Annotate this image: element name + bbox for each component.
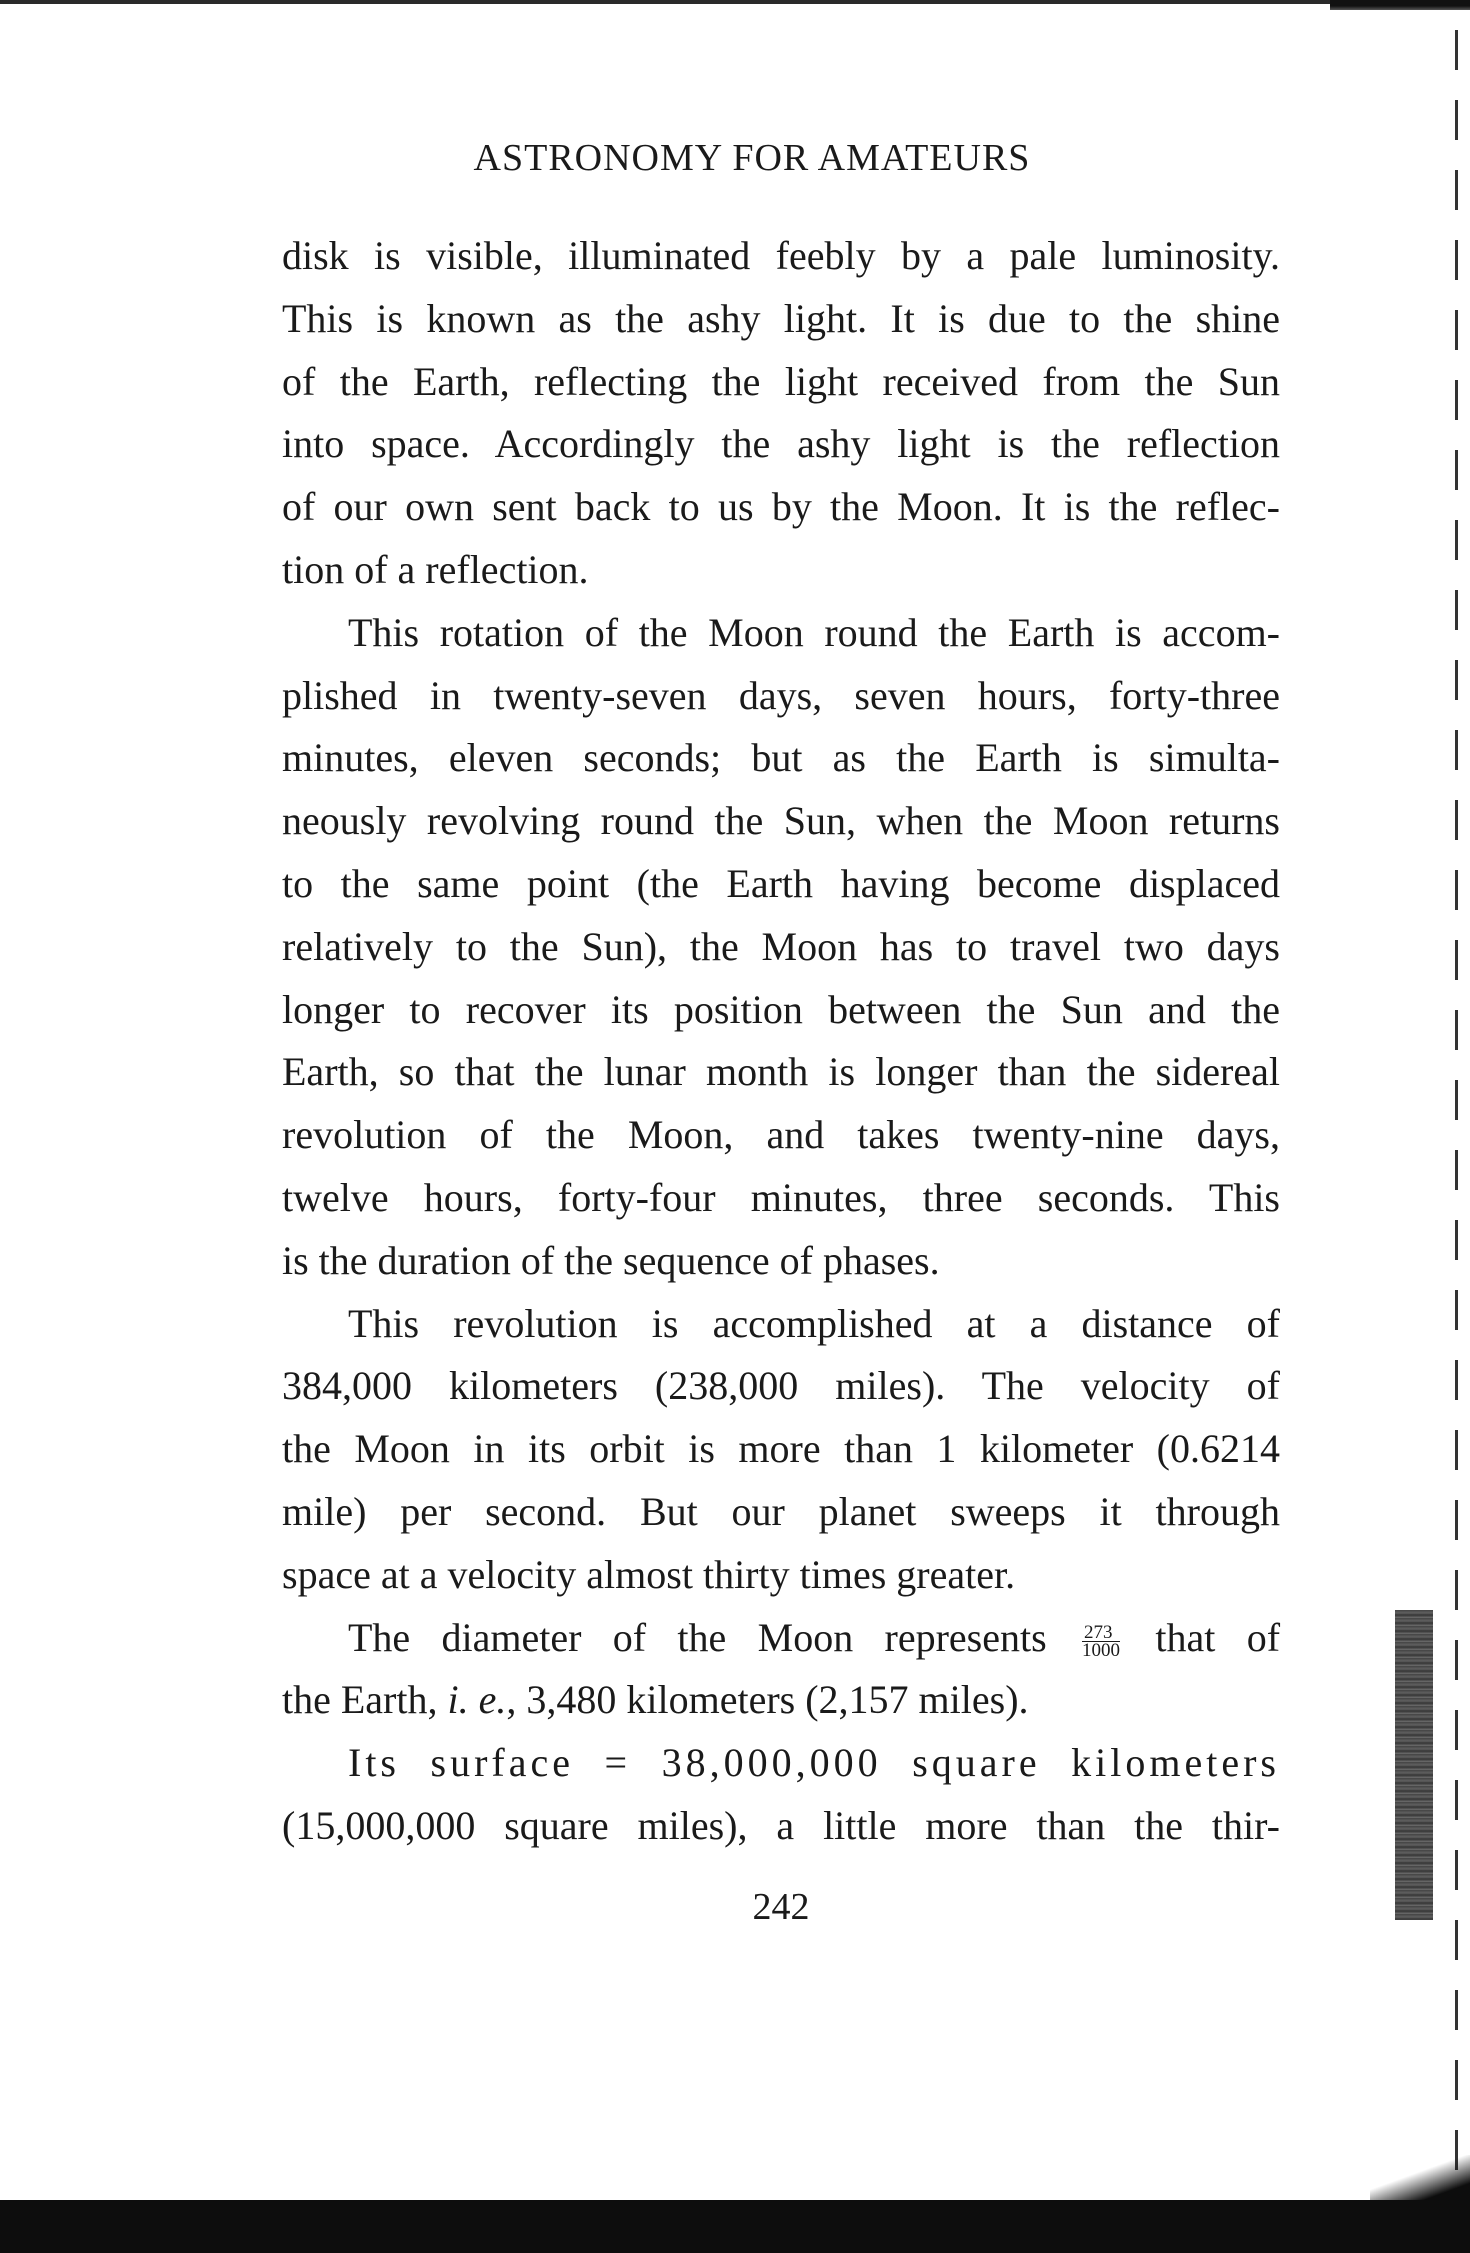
scan-border-top xyxy=(0,0,1470,4)
text-line: neously revolving round the Sun, when the Moon returns xyxy=(282,798,1280,844)
text-line: This revolution is accomplished at a distance of xyxy=(348,1300,1280,1346)
text-line: of the Earth, reflecting the light received from the Sun xyxy=(282,358,1280,404)
earth-text-before: the Earth, xyxy=(282,1677,438,1723)
text-line: twelve hours, forty-four minutes, three seconds. This xyxy=(282,1174,1280,1220)
fraction-numerator: 273 xyxy=(1082,1624,1120,1642)
diameter-text-before: The diameter of the Moon represents xyxy=(348,1614,1047,1660)
diameter-line xyxy=(282,1607,1280,1670)
diameter-text-after: that of xyxy=(1155,1614,1281,1660)
text-line: Earth, so that the lunar month is longer than the sidereal xyxy=(282,1049,1280,1095)
text-line: minutes, eleven seconds; but as the Earth is simulta- xyxy=(282,735,1280,781)
text-line: into space. Accordingly the ashy light is the reflection xyxy=(282,421,1280,467)
text-line: mile) per second. But our planet sweeps it through xyxy=(282,1488,1280,1534)
text-line: longer to recover its position between the Sun and the xyxy=(282,986,1280,1032)
page-edge-shadow xyxy=(1395,1610,1433,1920)
scan-border-right xyxy=(1455,30,1458,2180)
text-line: (15,000,000 square miles), a little more than the thir- xyxy=(282,1802,1280,1848)
text-line: This is known as the ashy light. It is due to the shine xyxy=(282,295,1280,341)
text-line: tion of a reflection. xyxy=(282,546,589,592)
text-line: space at a velocity almost thirty times greater. xyxy=(282,1551,1016,1597)
fraction xyxy=(1082,1621,1121,1661)
text-line: is the duration of the sequence of phases. xyxy=(282,1237,940,1283)
text-line: 384,000 kilometers (238,000 miles). The velocity of xyxy=(282,1363,1280,1409)
text-line: to the same point (the Earth having become displaced xyxy=(282,860,1280,906)
scan-border-top-right xyxy=(1330,0,1470,10)
running-title: ASTRONOMY FOR AMATEURS xyxy=(473,137,1031,179)
page-body xyxy=(282,225,1280,1858)
scan-corner-curl xyxy=(1370,2155,1470,2205)
text-line: revolution of the Moon, and takes twenty-nine days, xyxy=(282,1112,1280,1158)
fraction-denominator: 1000 xyxy=(1082,1639,1121,1661)
earth-text-after: , 3,480 kilometers (2,157 miles). xyxy=(506,1677,1029,1723)
text-line: of our own sent back to us by the Moon. It is the reflec- xyxy=(282,484,1280,530)
text-line: This rotation of the Moon round the Earth is accom- xyxy=(348,609,1280,655)
text-line: relatively to the Sun), the Moon has to travel two days xyxy=(282,923,1280,969)
earth-text-italic: i. e. xyxy=(447,1677,507,1723)
text-line: Its surface = 38,000,000 square kilometers xyxy=(348,1740,1280,1786)
text-line: disk is visible, illuminated feebly by a pale luminosity. xyxy=(282,233,1280,278)
scan-border-bottom xyxy=(0,2200,1470,2253)
text-line: plished in twenty-seven days, seven hours, forty-three xyxy=(282,672,1280,718)
page-number: 242 xyxy=(752,1886,810,1928)
text-line: the Moon in its orbit is more than 1 kilometer (0.6214 xyxy=(282,1426,1280,1472)
earth-line xyxy=(282,1669,1280,1732)
